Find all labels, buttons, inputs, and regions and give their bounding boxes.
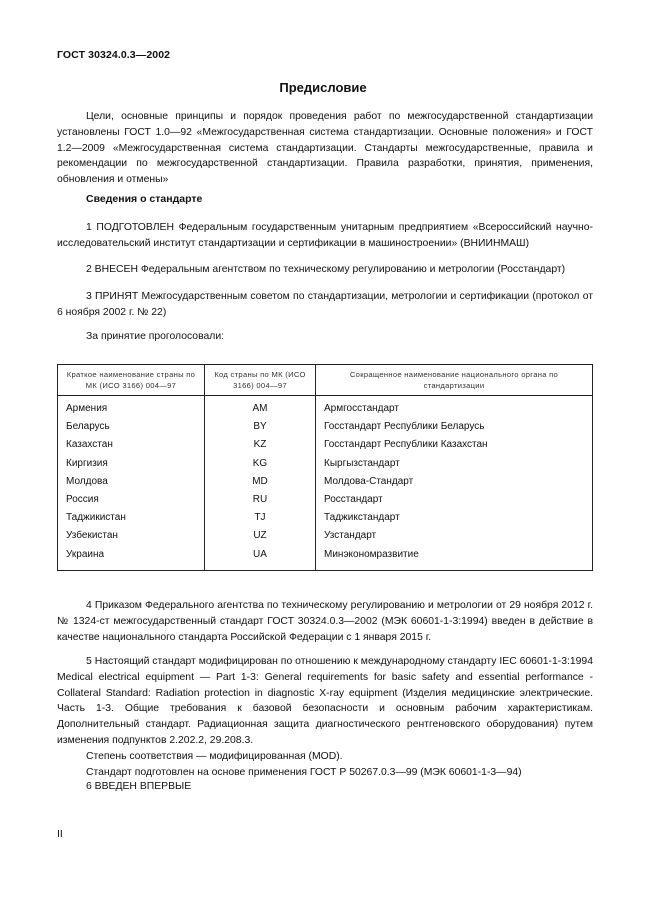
table-row [58, 527, 593, 545]
cell-country: Узбекистан [58, 527, 205, 545]
cell-body: Госстандарт Республики Беларусь [316, 418, 593, 436]
item-adopted-text: 3 ПРИНЯТ Межгосударственным советом по стандартизации, метрологии и сертификации (протокол от 6 ноября 2002 г. № 22) [57, 291, 593, 318]
item-introduced-text: 2 ВНЕСЕН Федеральным агентством по техническому регулированию и метрологии (Росстандарт) [86, 264, 566, 275]
table-row [58, 418, 593, 436]
standard-code-header: ГОСТ 30324.0.3—2002 [57, 49, 171, 61]
header-code: Код страны по МК (ИСО 3166) 004—97 [205, 365, 316, 396]
cell-country: Россия [58, 491, 205, 509]
cell-code: UZ [205, 527, 316, 545]
cell-country: Украина [58, 546, 205, 571]
item-prepared [57, 220, 593, 252]
agreed-label: За принятие проголосовали: [86, 331, 225, 342]
cell-code: UA [205, 546, 316, 571]
cell-country: Киргизия [58, 455, 205, 473]
cell-body: Молдова-Стандарт [316, 473, 593, 491]
item-basis-text: Стандарт подготовлен на основе применения ГОСТ Р 50267.0.3—99 (МЭК 60601-1-3—94) [86, 766, 522, 778]
cell-code: KZ [205, 436, 316, 454]
intro-text: Цели, основные принципы и порядок проведения работ по межгосударственной стандартизации установлены ГОСТ 1.0—92 «Межгосударственная система стандартизации. Основные положения» и ГОСТ 1.2—2009 «Межгосударственная система стандартизации. Стандарты межгосударственные, правила и рекомендации по межгосударственной стандартизации. Правила разработки, принятия, применения, обновления и отмены» [57, 111, 593, 186]
cell-body: Таджикстандарт [316, 509, 593, 527]
table-row [58, 455, 593, 473]
item-degree-text: Степень соответствия — модифицированная (MOD). [86, 750, 343, 762]
cell-country: Таджикистан [58, 509, 205, 527]
section-subheading: Сведения о стандарте [86, 193, 203, 205]
table-row [58, 491, 593, 509]
intro-paragraph [57, 109, 593, 188]
header-body: Сокращенное наименование национального органа по стандартизации [316, 365, 593, 396]
cell-code: KG [205, 455, 316, 473]
table-row [58, 473, 593, 491]
cell-body: Армгосстандарт [316, 396, 593, 419]
cell-body: Росстандарт [316, 491, 593, 509]
item-modification [57, 654, 593, 780]
cell-country: Молдова [58, 473, 205, 491]
table-header-row [58, 365, 593, 396]
table-row [58, 509, 593, 527]
item-prepared-text: 1 ПОДГОТОВЛЕН Федеральным государственным унитарным предприятием «Всероссийский научно-исследовательский институт стандартизации и сертификации в машиностроении» (ВНИИНМАШ) [57, 222, 593, 249]
page-number: II [57, 828, 63, 840]
cell-code: TJ [205, 509, 316, 527]
table-row [58, 396, 593, 419]
cell-code: RU [205, 491, 316, 509]
item-modification-text: 5 Настоящий стандарт модифицирован по отношению к международному стандарту IEC 60601-1-3:1994 Medical electrical equipment — Part 1-3: General requirements for basic safety and essential performance - Collateral Standard: Radiation protection in diagnostic X-ray equipment (Изделия медицинские электрические. Часть 1-3. Общие требования к базовой безопасности и основным рабочим характеристикам. Дополнительный стандарт. Радиационная защита диагностического рентгеновского оборудования) путем изменения подпунктов 2.202.2, 29.208.3. [57, 656, 593, 746]
cell-country: Армения [58, 396, 205, 419]
item-first-introduced [57, 779, 593, 795]
cell-body: Госстандарт Республики Казахстан [316, 436, 593, 454]
cell-code: BY [205, 418, 316, 436]
cell-country: Казахстан [58, 436, 205, 454]
item-enforcement-text: 4 Приказом Федерального агентства по техническому регулированию и метрологии от 29 ноября 2012 г. № 1324-ст межгосударственный стандарт ГОСТ 30324.0.3—2002 (МЭК 60601-1-3:1994) введен в действие в качестве национального стандарта Российской Федерации с 1 января 2015 г. [57, 600, 593, 643]
cell-body: Минэкономразвитие [316, 546, 593, 571]
table-row [58, 436, 593, 454]
cell-country: Беларусь [58, 418, 205, 436]
cell-body: Узстандарт [316, 527, 593, 545]
member-states-table [57, 364, 593, 571]
item-enforcement [57, 598, 593, 645]
cell-body: Кыргызстандарт [316, 455, 593, 473]
item-adopted [57, 289, 593, 321]
header-country: Краткое наименование страны по МК (ИСО 3166) 004—97 [58, 365, 205, 396]
cell-code: MD [205, 473, 316, 491]
item-first-introduced-text: 6 ВВЕДЕН ВПЕРВЫЕ [86, 781, 192, 792]
page-title: Предисловие [279, 80, 367, 95]
table-row [58, 546, 593, 571]
item-introduced [57, 262, 593, 278]
cell-code: AM [205, 396, 316, 419]
